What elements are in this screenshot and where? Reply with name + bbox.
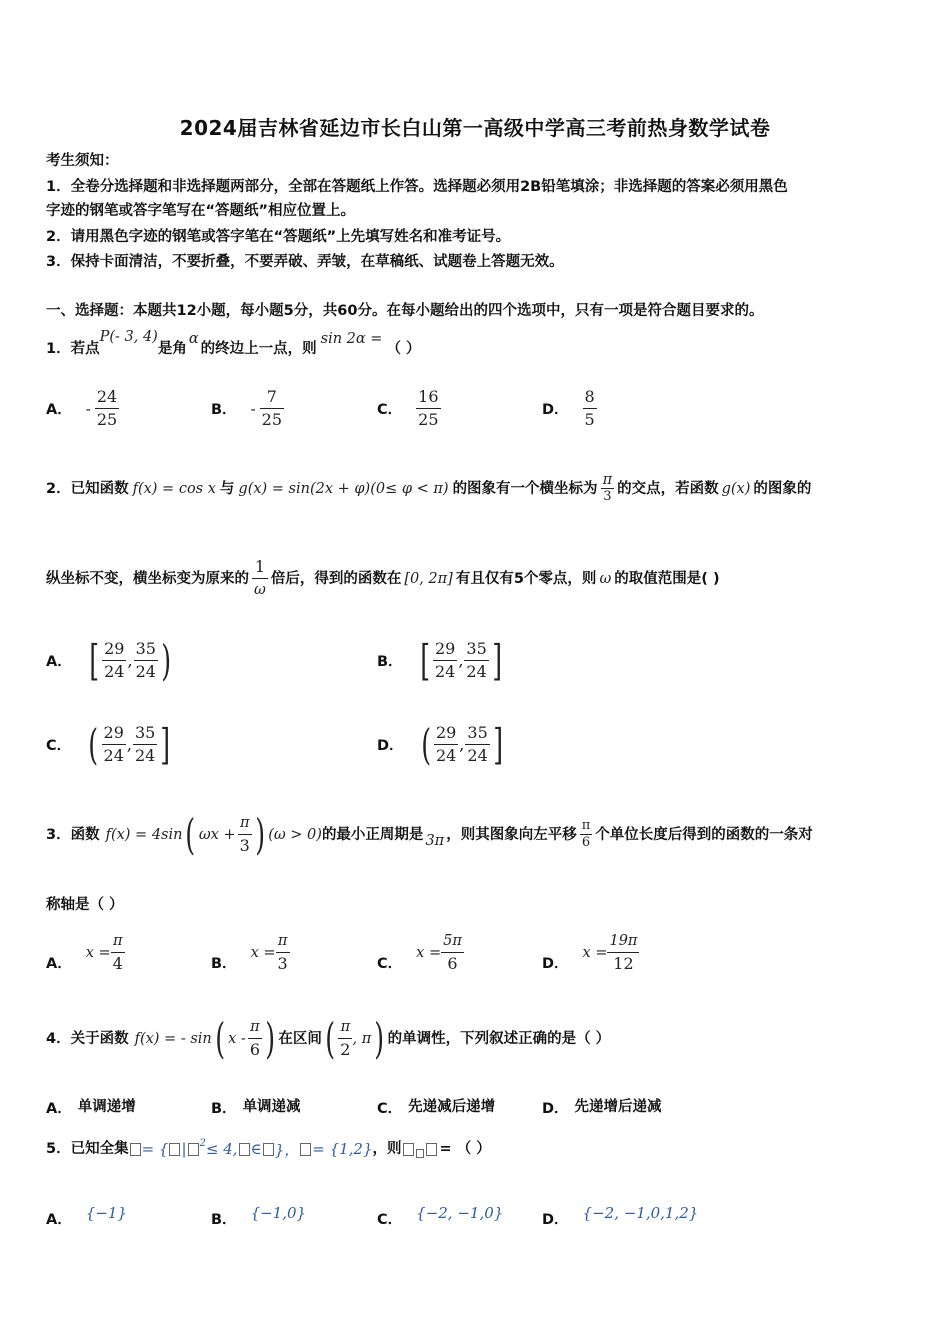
page-title: 2024届吉林省延边市长白山第一高级中学高三考前热身数学试卷	[179, 116, 771, 140]
option-label: B．	[377, 654, 403, 670]
option-label: D．	[377, 738, 404, 754]
q1-alpha: α	[188, 331, 199, 347]
q5-set-part: 2	[199, 1137, 206, 1149]
q4-f: f(x) = - sin	[134, 1030, 212, 1047]
option-label: A．	[46, 402, 72, 418]
q2-line2-mid: 倍后，得到的函数在	[270, 570, 402, 587]
q3-option-b[interactable]	[211, 930, 290, 975]
q3-mid1: 的最小正周期是	[321, 826, 424, 843]
option-label: A．	[46, 1212, 72, 1228]
q2-gx: g(x)	[721, 480, 751, 497]
missing-glyph-icon	[416, 1149, 424, 1158]
q2-option-b[interactable]	[377, 635, 505, 685]
q2-option-c[interactable]	[46, 719, 174, 769]
q1-option-d[interactable]	[542, 386, 597, 431]
option-interval: [ $\frac{29}{24}$ , $\frac{35}{24}$ ]	[419, 635, 502, 685]
missing-glyph-icon	[403, 1143, 414, 1156]
option-lhs: x =	[85, 944, 111, 961]
q3-option-a[interactable]	[46, 930, 125, 975]
option-text: 先递减后递增	[408, 1099, 496, 1115]
q2-option-d[interactable]	[377, 719, 506, 769]
q4-option-a[interactable]	[46, 1096, 136, 1118]
q2-line2-mid2: 有且仅有5个零点，则	[455, 570, 597, 587]
q2-mid1: 与	[219, 480, 235, 497]
option-interval: ( $\frac{29}{24}$ , $\frac{35}{24}$ ]	[420, 719, 503, 769]
option-fraction: $\frac{7}{25}$	[261, 387, 282, 429]
option-text: {−1,0}	[250, 1203, 307, 1222]
option-fraction: $\frac{\pi}{4}$	[111, 930, 125, 975]
notice-item-3: 3．保持卡面清洁，不要折叠，不要弄破、弄皱，在草稿纸、试题卷上答题无效。	[46, 254, 564, 270]
q4-inner: ( x - $\frac{\pi}{6}$ )	[215, 1013, 276, 1063]
q2-option-a[interactable]	[46, 635, 174, 685]
q5-set-part: = {	[141, 1140, 169, 1158]
missing-glyph-icon	[188, 1143, 199, 1156]
option-label: B．	[211, 956, 237, 972]
notice-item-1a: 1．全卷分选择题和非选择题两部分，全部在答题纸上作答。选择题必须用2B铅笔填涂；非选择题的答案必须用黑色	[46, 179, 788, 195]
q5-option-b[interactable]	[211, 1202, 307, 1228]
q2-mid2: 的图象有一个横坐标为	[452, 480, 598, 497]
q1-point: P(- 3, 4)	[99, 329, 158, 345]
option-text: 先递增后递减	[574, 1099, 662, 1115]
option-fraction: $\frac{24}{25}$	[96, 387, 118, 429]
option-lhs: x =	[250, 944, 276, 961]
q2-fraction: $\frac{\pi}{3}$	[602, 472, 613, 504]
q3-mid2: ，则其图象向左平移	[446, 826, 577, 843]
option-label: C．	[377, 1212, 403, 1228]
q2-interval: [0, 2π]	[404, 570, 453, 587]
q3-period: 3π	[425, 832, 445, 849]
option-label: A．	[46, 1100, 72, 1117]
q5-option-a[interactable]	[46, 1202, 127, 1228]
q2-line2-end: 的取值范围是( )	[614, 570, 720, 587]
q1-option-b[interactable]	[211, 386, 284, 431]
question-4	[46, 1013, 611, 1063]
q3-mid3: 个单位长度后得到的函数的一条对	[595, 826, 813, 843]
option-text: 单调递减	[242, 1099, 301, 1115]
q3-inner: ( ωx + $\frac{\pi}{3}$ )	[185, 809, 265, 859]
q4-option-c[interactable]	[377, 1096, 495, 1118]
q3-option-c[interactable]	[377, 930, 464, 975]
option-label: C．	[377, 1100, 403, 1117]
q2-mid3: 的交点，若函数	[617, 480, 719, 497]
option-text: {−2, −1,0}	[416, 1203, 504, 1222]
q2-omega: ω	[599, 570, 612, 587]
option-sign: -	[250, 399, 256, 418]
q2-mid4: 的图象的	[753, 480, 812, 497]
question-5	[46, 1138, 491, 1160]
q1-end: （ ）	[386, 341, 421, 357]
q5-pre: 5．已知全集	[46, 1141, 129, 1157]
question-1	[46, 329, 421, 360]
q4-end: 的单调性，下列叙述正确的是（ ）	[387, 1030, 611, 1047]
q5-set-part: |	[181, 1140, 187, 1158]
missing-glyph-icon	[426, 1143, 437, 1156]
q4-option-d[interactable]	[542, 1096, 662, 1118]
option-fraction: $\frac{16}{25}$	[418, 387, 439, 429]
missing-glyph-icon	[130, 1143, 141, 1156]
option-text: {−2, −1,0,1,2}	[582, 1203, 699, 1222]
option-fraction: $\frac{5\pi}{6}$	[441, 930, 464, 975]
option-fraction: $\frac{8}{5}$	[584, 387, 595, 429]
notice-heading: 考生须知：	[46, 153, 119, 169]
q4-interval: ( $\frac{\pi}{2}$ , π )	[325, 1013, 385, 1063]
option-label: C．	[377, 956, 403, 972]
q2-line2-pre: 纵坐标不变，横坐标变为原来的	[46, 570, 249, 587]
option-interval: [ $\frac{29}{24}$ , $\frac{35}{24}$ )	[89, 635, 172, 685]
question-2-line-1	[46, 472, 811, 505]
q5-set-part: }，	[274, 1140, 300, 1159]
q2-g: g(x) = sin(2x + φ)(0≤ φ < π)	[238, 480, 449, 497]
missing-glyph-icon	[300, 1143, 311, 1156]
option-label: D．	[542, 402, 569, 418]
q3-line-2: 称轴是（ ）	[46, 897, 124, 913]
q3-f: f(x) = 4sin	[105, 826, 183, 843]
q3-option-d[interactable]	[542, 930, 639, 975]
option-text: {−1}	[85, 1203, 127, 1222]
q1-option-c[interactable]	[377, 386, 441, 431]
q3-shift-fraction: $\frac{\pi}{6}$	[581, 818, 591, 850]
q1-option-a[interactable]	[46, 386, 119, 431]
q4-pre: 4．关于函数	[46, 1030, 129, 1047]
q5-set-part: ∈	[250, 1140, 262, 1158]
q5-set-part: ≤ 4,	[205, 1140, 238, 1158]
missing-glyph-icon	[169, 1143, 180, 1156]
missing-glyph-icon	[263, 1143, 274, 1156]
section-heading: 一、选择题：本题共12小题，每小题5分，共60分。在每小题给出的四个选项中，只有一项是符合题目要求的。	[46, 303, 764, 319]
question-2-line-2	[46, 556, 720, 601]
option-label: B．	[211, 1212, 237, 1228]
q3-cond: (ω > 0)	[268, 826, 322, 843]
q5-mid: ，则	[372, 1141, 402, 1157]
q1-expr: sin 2α =	[320, 331, 383, 347]
option-lhs: x =	[416, 944, 442, 961]
q1-mid2: 的终边上一点，则	[200, 341, 317, 357]
option-label: C．	[377, 402, 403, 418]
option-label: C．	[46, 738, 72, 754]
notice-item-2: 2．请用黑色字迹的钢笔或答字笔在“答题纸”上先填写姓名和准考证号。	[46, 229, 511, 245]
option-label: D．	[542, 1100, 569, 1117]
option-label: B．	[211, 1100, 237, 1117]
q5-option-d[interactable]	[542, 1202, 699, 1228]
q2-pre: 2．已知函数	[46, 480, 129, 497]
q5-option-c[interactable]	[377, 1202, 504, 1228]
option-label: D．	[542, 1212, 569, 1228]
missing-glyph-icon	[239, 1143, 250, 1156]
q1-mid1: 是角	[157, 341, 187, 357]
option-label: A．	[46, 654, 72, 670]
q3-pre: 3．函数	[46, 826, 100, 843]
option-label: B．	[211, 402, 237, 418]
option-sign: -	[85, 399, 91, 418]
q2-f: f(x) = cos x	[132, 480, 216, 497]
q4-option-b[interactable]	[211, 1096, 301, 1118]
notice-item-1b: 字迹的钢笔或答字笔写在“答题纸”相应位置上。	[46, 203, 356, 219]
option-label: D．	[542, 956, 569, 972]
option-lhs: x =	[582, 944, 608, 961]
q1-pre: 1．若点	[46, 341, 100, 357]
option-fraction: $\frac{19\pi}{12}$	[607, 930, 639, 975]
option-text: 单调递增	[77, 1099, 136, 1115]
q5-end: = （ ）	[439, 1141, 491, 1157]
q2-omega-fraction: $\frac{1}{\omega}$	[254, 557, 266, 598]
q5-set-b: = {1,2}	[312, 1140, 373, 1158]
option-fraction: $\frac{\pi}{3}$	[276, 930, 290, 975]
option-label: A．	[46, 956, 72, 972]
q4-mid1: 在区间	[278, 1030, 322, 1047]
question-3-line-1	[46, 809, 813, 859]
option-interval: ( $\frac{29}{24}$ , $\frac{35}{24}$ ]	[88, 719, 171, 769]
